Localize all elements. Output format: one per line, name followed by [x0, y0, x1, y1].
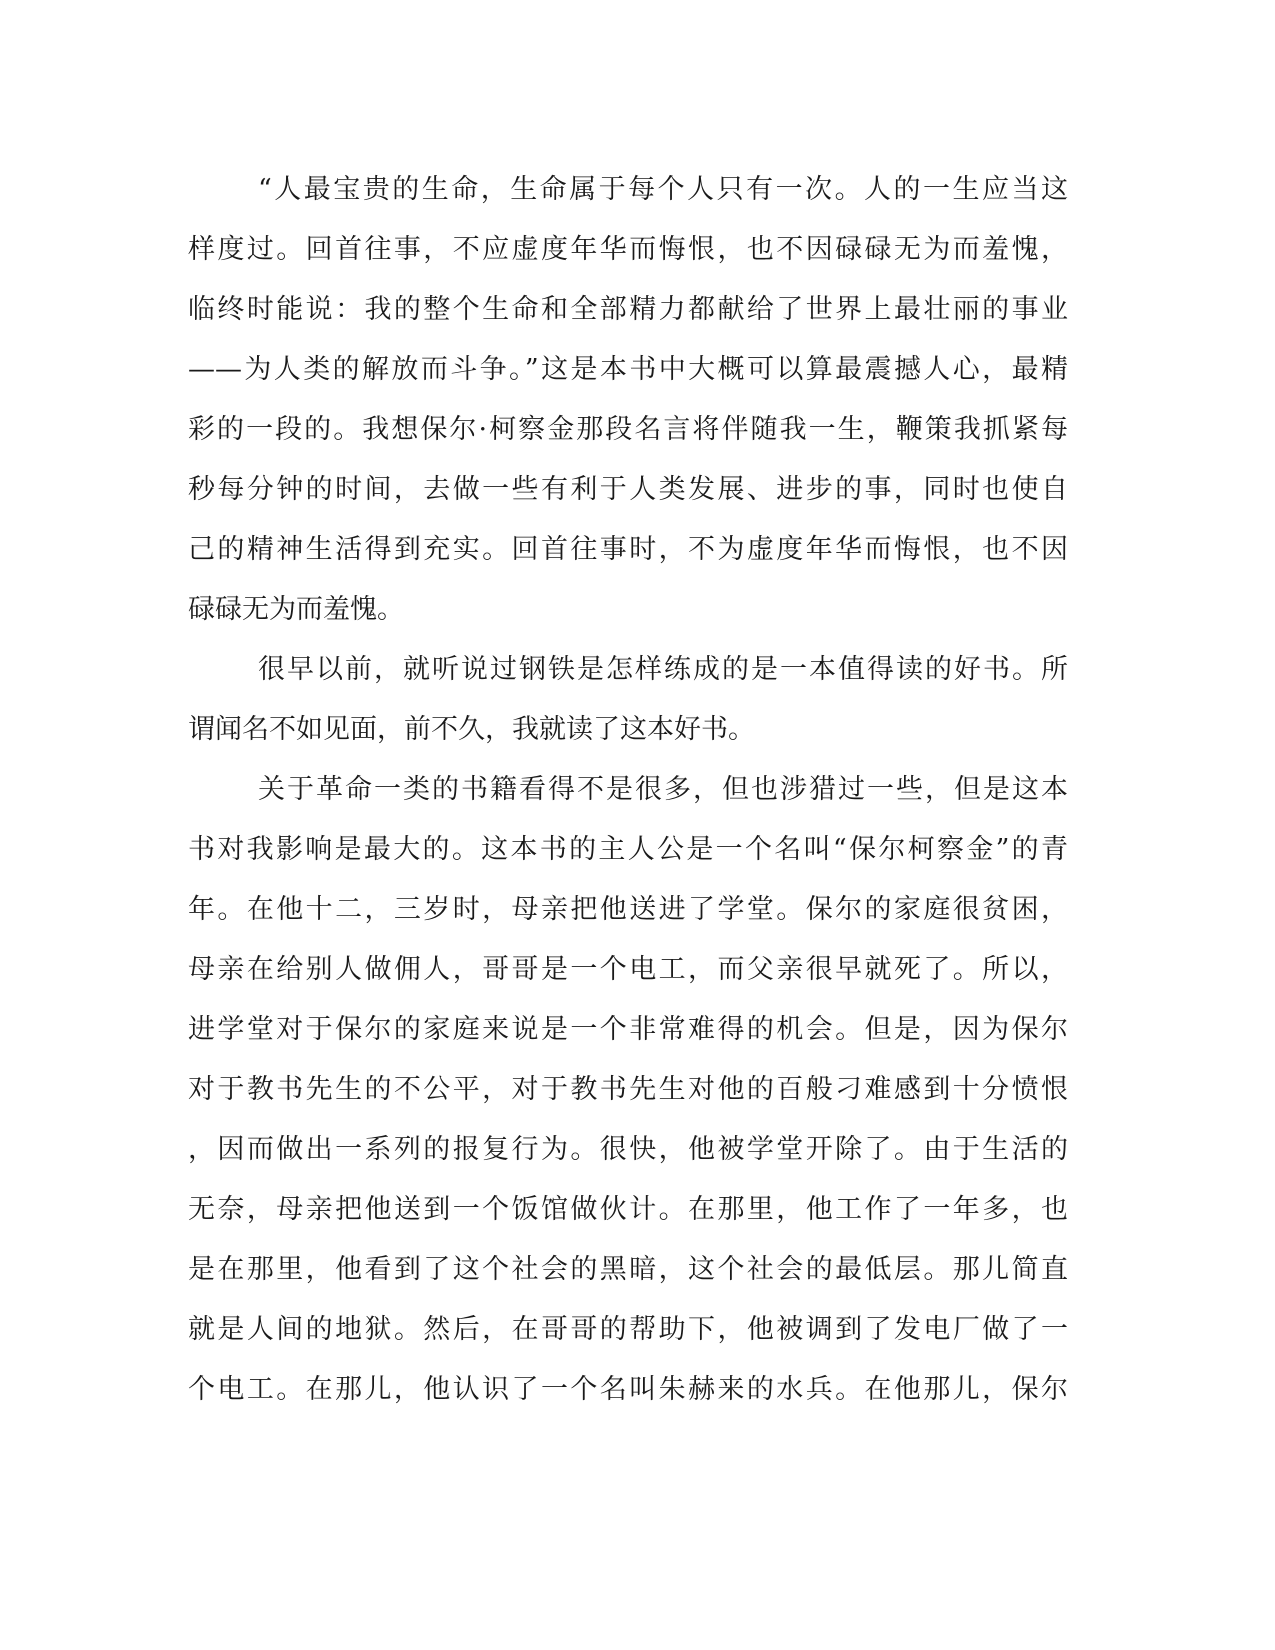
paragraph-3-line-2: 书对我影响是最大的。这本书的主人公是一个名叫“保尔柯察金”的青 — [188, 834, 1068, 865]
paragraph-1-line-4: ——为人类的解放而斗争。”这是本书中大概可以算最震撼人心，最精 — [188, 354, 1068, 385]
paragraph-3-line-4: 母亲在给别人做佣人，哥哥是一个电工，而父亲很早就死了。所以， — [188, 954, 1068, 985]
paragraph-1-line-3: 临终时能说：我的整个生命和全部精力都献给了世界上最壮丽的事业 — [188, 294, 1068, 325]
paragraph-1-line-1: “人最宝贵的生命，生命属于每个人只有一次。人的一生应当这 — [258, 174, 1068, 205]
paragraph-1-line-7: 己的精神生活得到充实。回首往事时，不为虚度年华而悔恨，也不因 — [188, 534, 1068, 565]
paragraph-3-line-3: 年。在他十二，三岁时，母亲把他送进了学堂。保尔的家庭很贫困， — [188, 894, 1068, 925]
paragraph-3-line-11: 个电工。在那儿，他认识了一个名叫朱赫来的水兵。在他那儿，保尔 — [188, 1374, 1068, 1405]
paragraph-2-line-1: 很早以前，就听说过钢铁是怎样练成的是一本值得读的好书。所 — [258, 654, 1068, 685]
paragraph-1-line-5: 彩的一段的。我想保尔·柯察金那段名言将伴随我一生，鞭策我抓紧每 — [188, 414, 1068, 445]
paragraph-3-line-9: 是在那里，他看到了这个社会的黑暗，这个社会的最低层。那儿简直 — [188, 1254, 1068, 1285]
paragraph-1-line-6: 秒每分钟的时间，去做一些有利于人类发展、进步的事，同时也使自 — [188, 474, 1068, 505]
paragraph-3-line-10: 就是人间的地狱。然后，在哥哥的帮助下，他被调到了发电厂做了一 — [188, 1314, 1068, 1345]
paragraph-3-line-5: 进学堂对于保尔的家庭来说是一个非常难得的机会。但是，因为保尔 — [188, 1014, 1068, 1045]
paragraph-3-line-7: ，因而做出一系列的报复行为。很快，他被学堂开除了。由于生活的 — [188, 1134, 1068, 1165]
paragraph-1-line-2: 样度过。回首往事，不应虚度年华而悔恨，也不因碌碌无为而羞愧， — [188, 234, 1068, 265]
paragraph-1-line-8: 碌碌无为而羞愧。 — [188, 594, 404, 625]
paragraph-2-line-2: 谓闻名不如见面，前不久，我就读了这本好书。 — [188, 714, 755, 745]
paragraph-3-line-1: 关于革命一类的书籍看得不是很多，但也涉猎过一些，但是这本 — [258, 774, 1068, 805]
paragraph-3-line-6: 对于教书先生的不公平，对于教书先生对他的百般刁难感到十分愤恨 — [188, 1074, 1068, 1105]
paragraph-3-line-8: 无奈，母亲把他送到一个饭馆做伙计。在那里，他工作了一年多，也 — [188, 1194, 1068, 1225]
body-text — [188, 160, 1068, 1420]
